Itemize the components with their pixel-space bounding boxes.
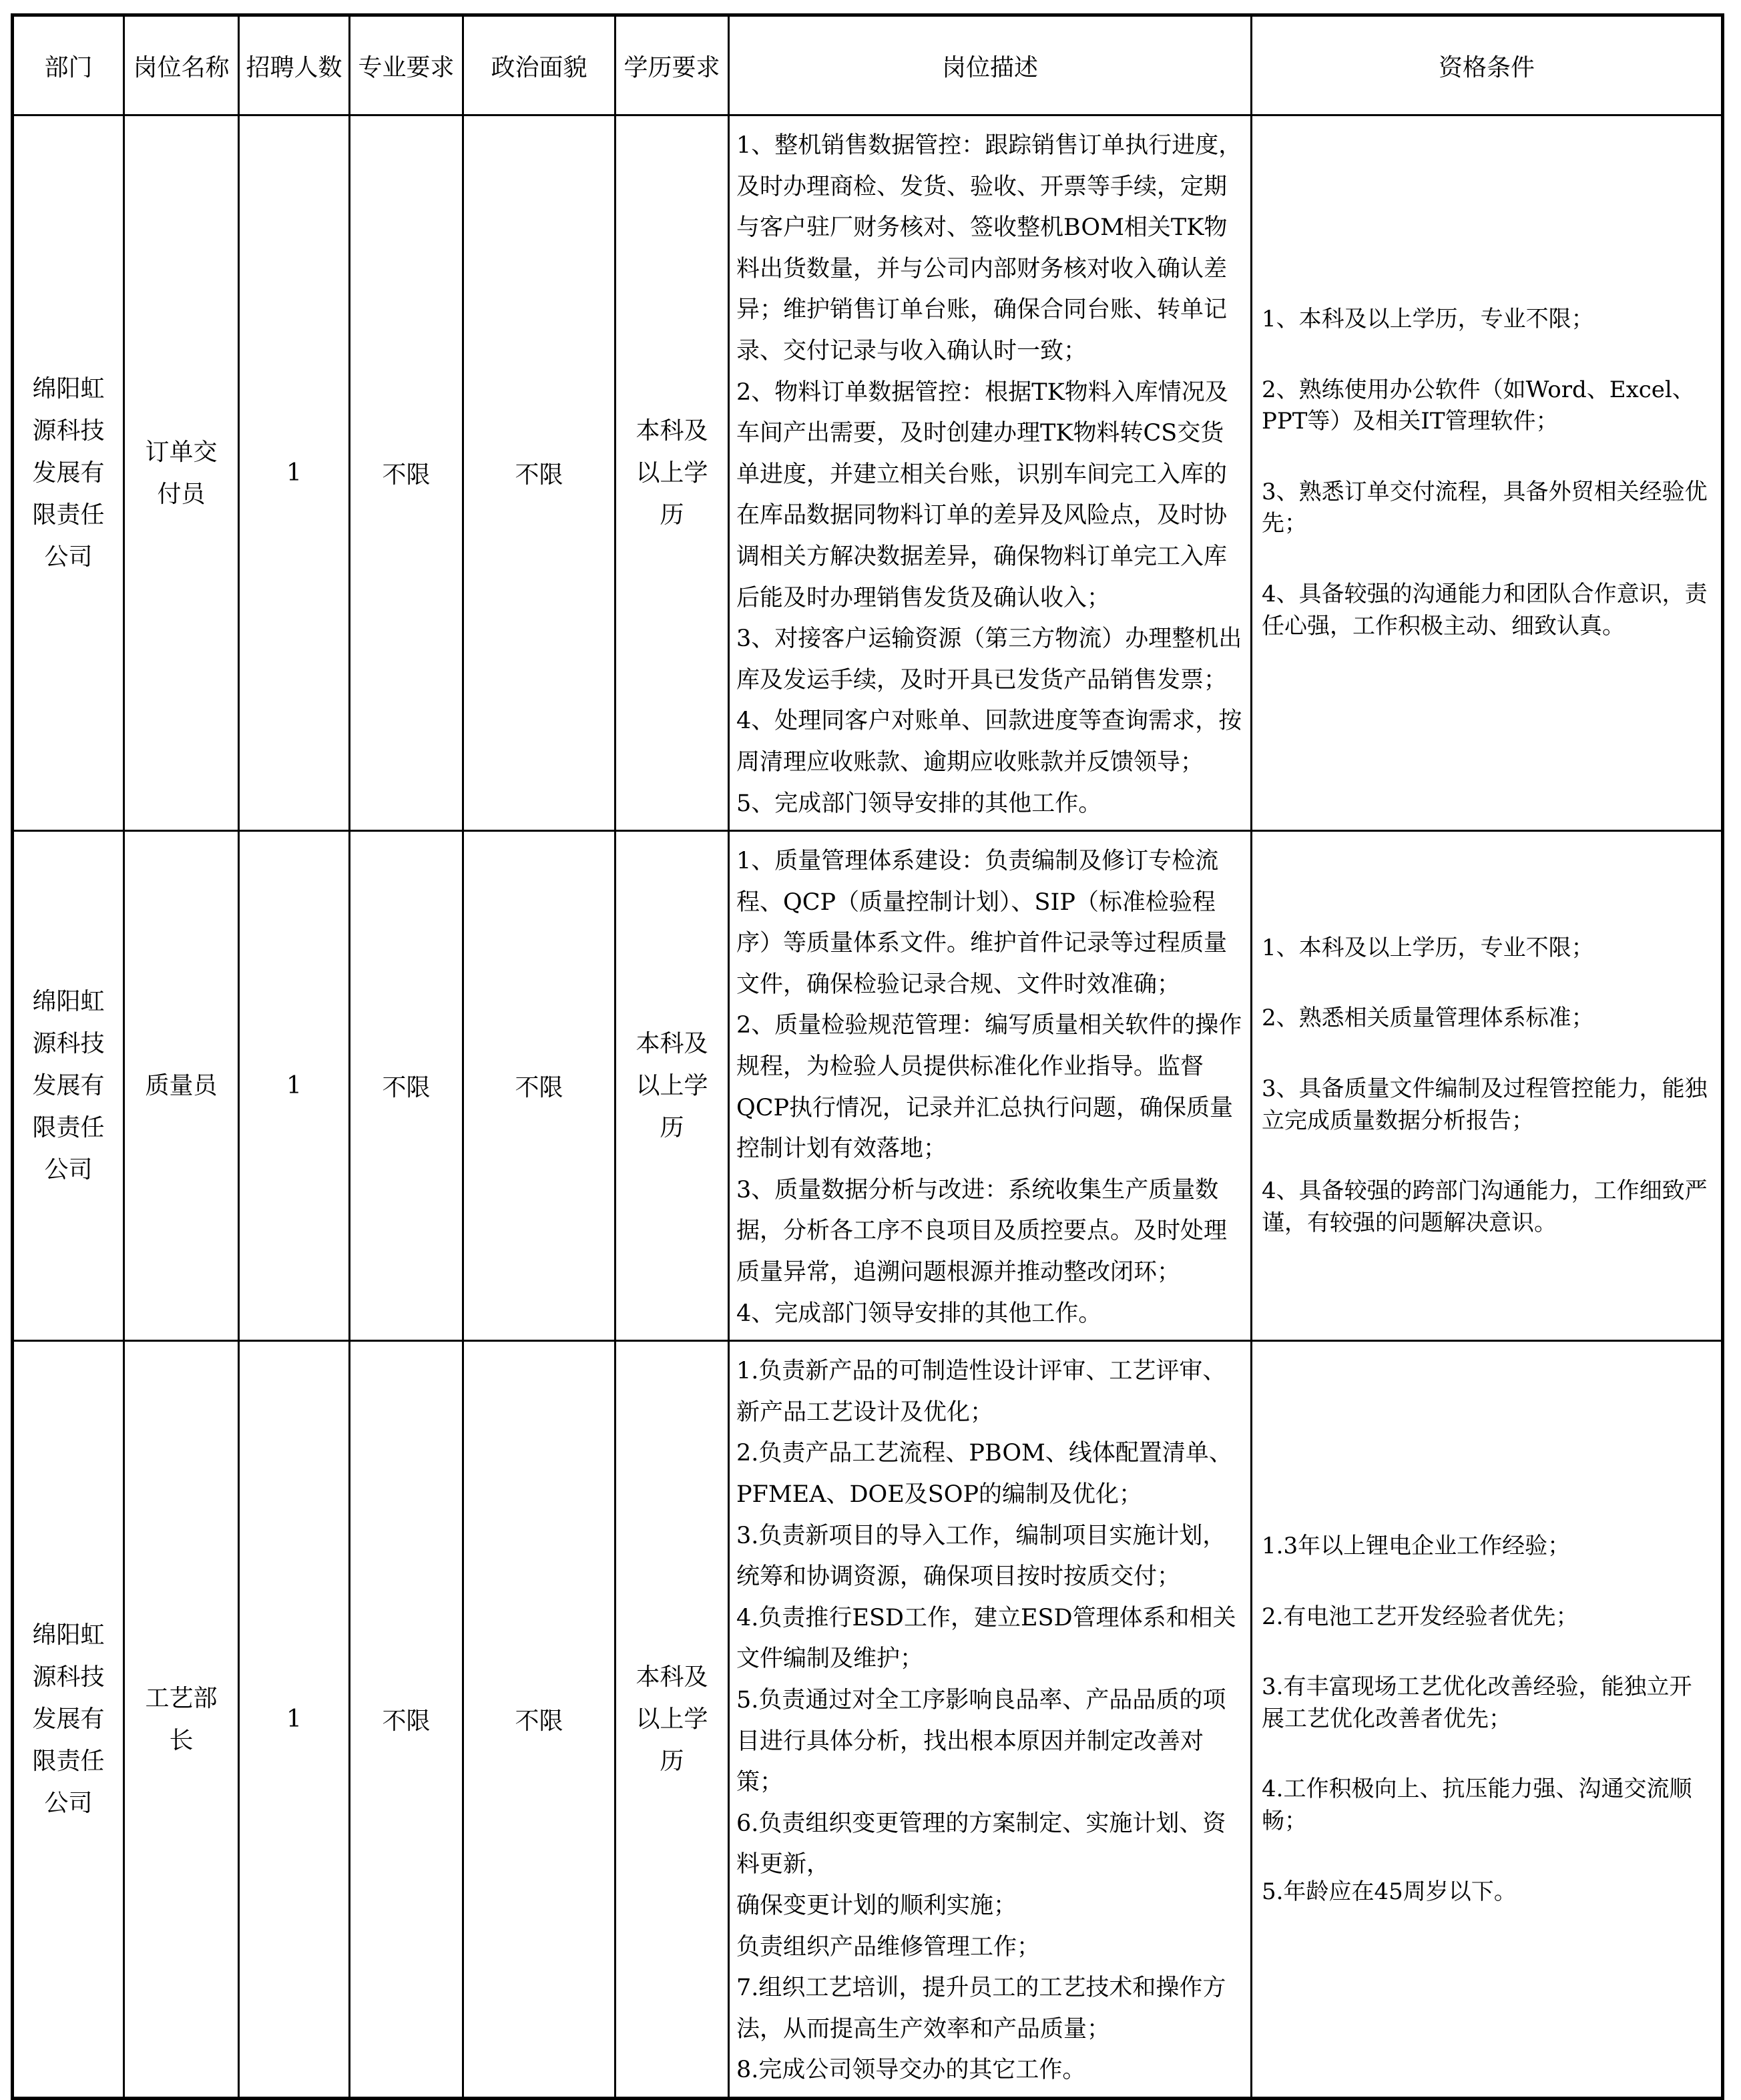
cell-headcount: 1 bbox=[239, 831, 350, 1341]
cell-job-description bbox=[729, 1341, 1252, 2099]
text-line: 负责组织产品维修管理工作； bbox=[736, 1933, 1041, 1960]
text-line: 3、质量数据分析与改进：系统收集生产质量数据，分析各工序不良项目及质控要点。及时处理质量异常，追溯问题根源并推动整改闭环； bbox=[736, 1176, 1228, 1286]
text-line: 4、处理同客户对账单、回款进度等查询需求，按周清理应收账款、逾期应收账款并反馈领导； bbox=[736, 708, 1242, 776]
text-line: 7.组织工艺培训，提升员工的工艺技术和操作方法，从而提高生产效率和产品质量； bbox=[736, 1975, 1226, 2043]
text-line: 4、具备较强的沟通能力和团队合作意识，责任心强，工作积极主动、细致认真。 bbox=[1262, 580, 1708, 639]
education-text: 本科及以上学历 bbox=[636, 417, 708, 529]
cell-major: 不限 bbox=[350, 1341, 463, 2099]
table-row bbox=[13, 115, 1723, 831]
cell-department bbox=[13, 115, 124, 831]
header-cell-position: 岗位名称 bbox=[124, 15, 239, 115]
education-text: 本科及以上学历 bbox=[636, 1030, 708, 1142]
education-text: 本科及以上学历 bbox=[636, 1663, 708, 1776]
text-line: 6.负责组织变更管理的方案制定、实施计划、资料更新， bbox=[736, 1810, 1226, 1878]
text-line: 4、完成部门领导安排的其他工作。 bbox=[736, 1300, 1102, 1327]
header-cell-job-description: 岗位描述 bbox=[729, 15, 1252, 115]
header-cell-education: 学历要求 bbox=[615, 15, 729, 115]
table-row bbox=[13, 1341, 1723, 2099]
text-line: 1.负责新产品的可制造性设计评审、工艺评审、新产品工艺设计及优化； bbox=[736, 1358, 1226, 1426]
position-text: 订单交付员 bbox=[145, 438, 218, 508]
text-line: 3、具备质量文件编制及过程管控能力，能独立完成质量数据分析报告； bbox=[1262, 1075, 1708, 1134]
text-line: 2.有电池工艺开发经验者优先； bbox=[1262, 1603, 1579, 1630]
department-text: 绵阳虹源科技发展有限责任公司 bbox=[32, 1621, 105, 1818]
cell-political-status: 不限 bbox=[463, 1341, 615, 2099]
cell-job-description bbox=[729, 831, 1252, 1341]
position-text: 工艺部长 bbox=[145, 1684, 218, 1754]
text-line: 3、熟悉订单交付流程，具备外贸相关经验优先； bbox=[1262, 478, 1708, 537]
header-cell-department: 部门 bbox=[13, 15, 124, 115]
header-row bbox=[13, 15, 1723, 115]
text-line: 4、具备较强的跨部门沟通能力，工作细致严谨，有较强的问题解决意识。 bbox=[1262, 1177, 1708, 1236]
cell-position bbox=[124, 1341, 239, 2099]
text-line: 1、本科及以上学历，专业不限； bbox=[1262, 934, 1594, 961]
cell-political-status: 不限 bbox=[463, 115, 615, 831]
position-text: 质量员 bbox=[145, 1072, 218, 1100]
cell-job-description bbox=[729, 115, 1252, 831]
text-line: 2、物料订单数据管控：根据TK物料入库情况及车间产出需要，及时创建办理TK物料转CS交货单进度，并建立相关台账，识别车间完工入库的在库品数据同物料订单的差异及风险点，及时协调相关方解决数据差异，确保物料订单完工入库后能及时办理销售发货及确认收入； bbox=[736, 378, 1228, 611]
text-line: 4.负责推行ESD工作，建立ESD管理体系和相关文件编制及维护； bbox=[736, 1604, 1236, 1673]
department-text: 绵阳虹源科技发展有限责任公司 bbox=[32, 375, 105, 571]
header-cell-headcount: 招聘人数 bbox=[239, 15, 350, 115]
cell-position bbox=[124, 831, 239, 1341]
department-text: 绵阳虹源科技发展有限责任公司 bbox=[32, 988, 105, 1184]
cell-major: 不限 bbox=[350, 831, 463, 1341]
text-line: 2.负责产品工艺流程、PBOM、线体配置清单、PFMEA、DOE及SOP的编制及优化； bbox=[736, 1440, 1232, 1508]
text-line: 2、熟悉相关质量管理体系标准； bbox=[1262, 1005, 1594, 1032]
text-line: 3、对接客户运输资源（第三方物流）办理整机出库及发运手续，及时开具已发货产品销售发票； bbox=[736, 625, 1242, 694]
cell-qualifications bbox=[1252, 1341, 1723, 2099]
cell-political-status: 不限 bbox=[463, 831, 615, 1341]
cell-major: 不限 bbox=[350, 115, 463, 831]
text-line: 确保变更计划的顺利实施； bbox=[736, 1892, 1017, 1919]
header-cell-major: 专业要求 bbox=[350, 15, 463, 115]
cell-education bbox=[615, 831, 729, 1341]
cell-headcount: 1 bbox=[239, 115, 350, 831]
cell-education bbox=[615, 115, 729, 831]
text-line: 5.负责通过对全工序影响良品率、产品品质的项目进行具体分析，找出根本原因并制定改善对策； bbox=[736, 1686, 1226, 1796]
text-line: 4.工作积极向上、抗压能力强、沟通交流顺畅； bbox=[1262, 1776, 1692, 1834]
text-line: 1、本科及以上学历，专业不限； bbox=[1262, 305, 1594, 332]
text-line: 3.有丰富现场工艺优化改善经验，能独立开展工艺优化改善者优先； bbox=[1262, 1673, 1692, 1732]
cell-headcount: 1 bbox=[239, 1341, 350, 2099]
table-row bbox=[13, 831, 1723, 1341]
text-line: 1、质量管理体系建设：负责编制及修订专检流程、QCP（质量控制计划）、SIP（标准检验程序）等质量体系文件。维护首件记录等过程质量文件，确保检验记录合规、文件时效准确； bbox=[736, 848, 1228, 998]
text-line: 5.年龄应在45周岁以下。 bbox=[1262, 1878, 1517, 1905]
cell-education bbox=[615, 1341, 729, 2099]
text-line: 2、质量检验规范管理：编写质量相关软件的操作规程，为检验人员提供标准化作业指导。监督QCP执行情况，记录并汇总执行问题，确保质量控制计划有效落地； bbox=[736, 1012, 1242, 1163]
cell-qualifications bbox=[1252, 115, 1723, 831]
cell-department bbox=[13, 831, 124, 1341]
text-line: 5、完成部门领导安排的其他工作。 bbox=[736, 790, 1102, 817]
text-line: 2、熟练使用办公软件（如Word、Excel、PPT等）及相关IT管理软件； bbox=[1262, 376, 1695, 435]
recruitment-table bbox=[11, 13, 1724, 2100]
cell-position bbox=[124, 115, 239, 831]
cell-qualifications bbox=[1252, 831, 1723, 1341]
text-line: 1.3年以上锂电企业工作经验； bbox=[1262, 1532, 1571, 1559]
cell-department bbox=[13, 1341, 124, 2099]
text-line: 3.负责新项目的导入工作，编制项目实施计划，统筹和协调资源，确保项目按时按质交付； bbox=[736, 1522, 1226, 1591]
text-line: 1、整机销售数据管控：跟踪销售订单执行进度，及时办理商检、发货、验收、开票等手续，定期与客户驻厂财务核对、签收整机BOM相关TK物料出货数量，并与公司内部财务核对收入确认差异；维护销售订单台账，确保合同台账、转单记录、交付记录与收入确认时一致； bbox=[736, 132, 1242, 364]
header-cell-qualifications: 资格条件 bbox=[1252, 15, 1723, 115]
header-cell-political-status: 政治面貌 bbox=[463, 15, 615, 115]
text-line: 8.完成公司领导交办的其它工作。 bbox=[736, 2057, 1086, 2084]
